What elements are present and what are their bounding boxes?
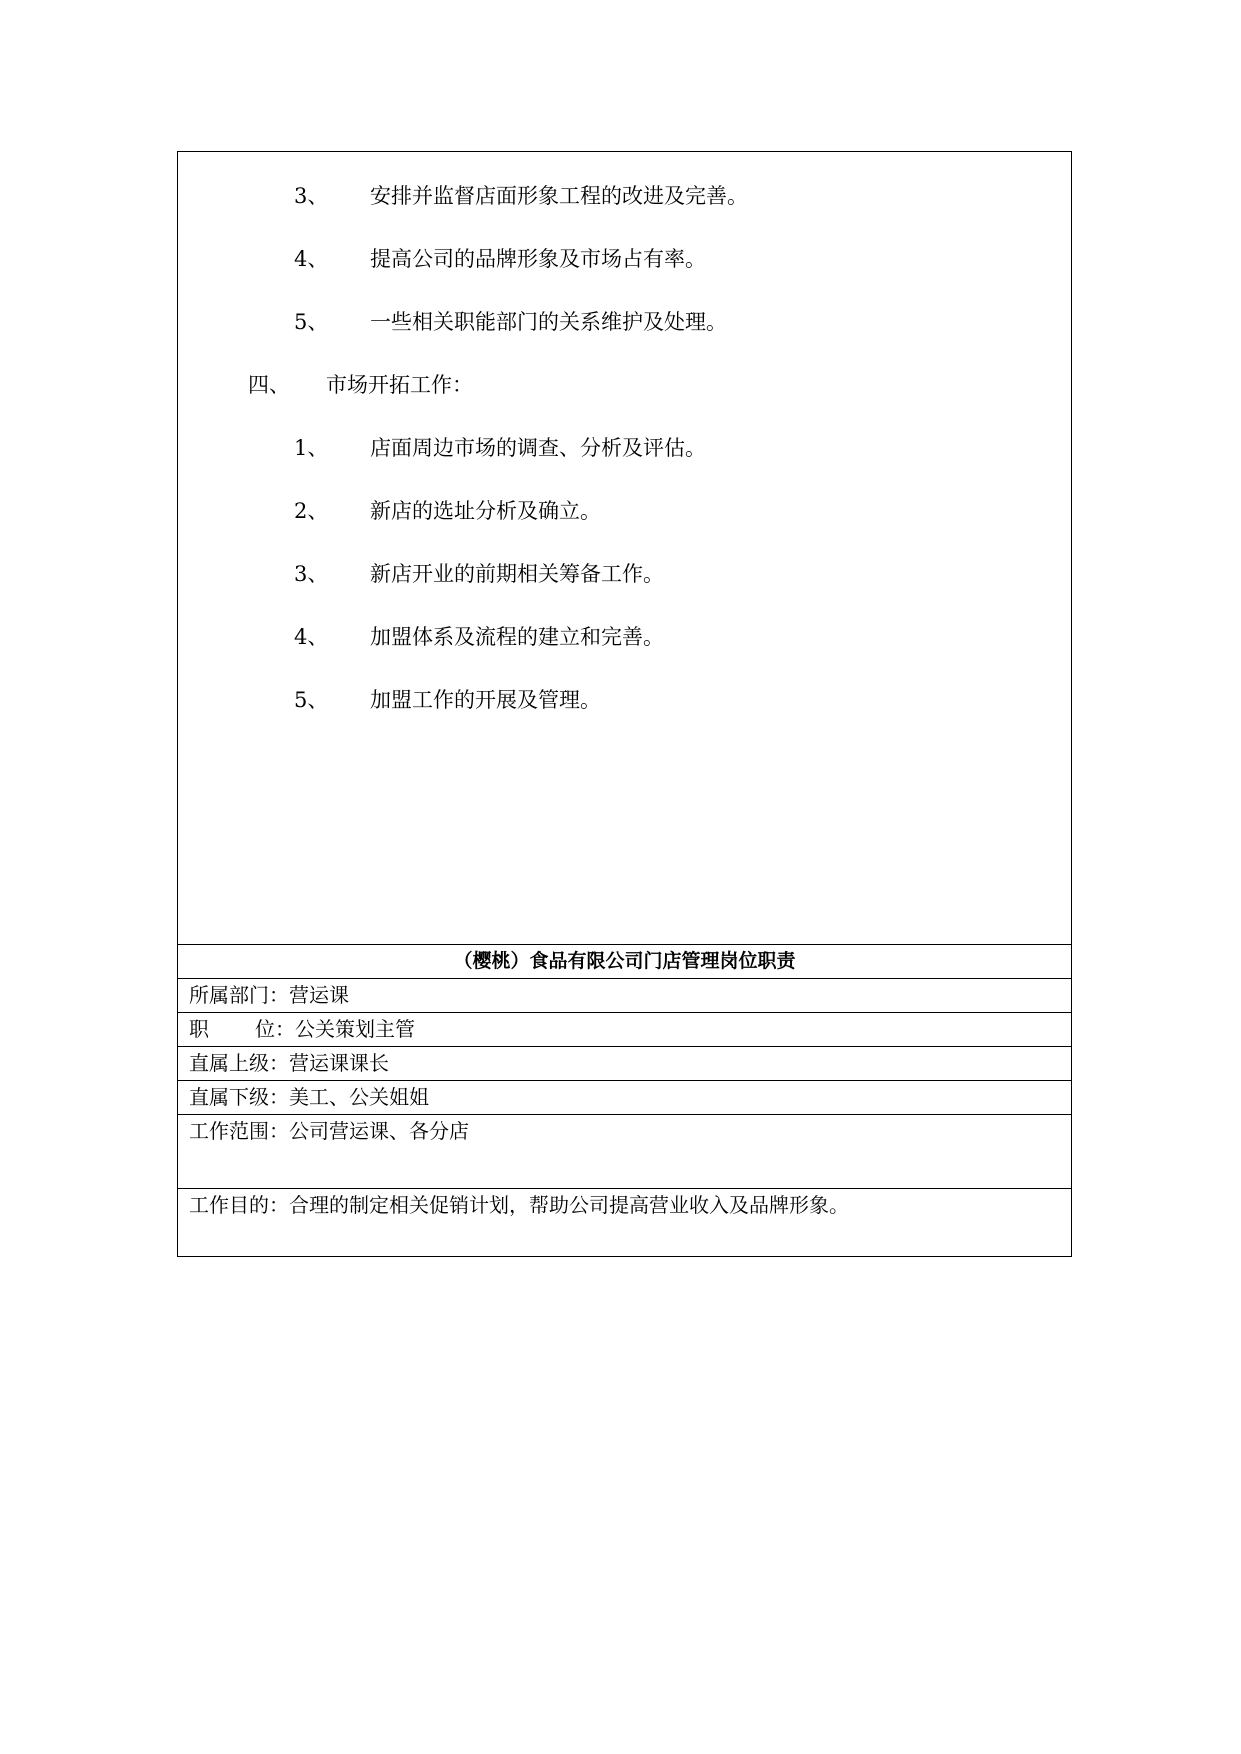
position-value: 位：公关策划主管 (255, 1017, 415, 1041)
list-item-text: 新店开业的前期相关筹备工作。 (370, 562, 664, 586)
position-label-char: 职 (189, 1017, 209, 1041)
list-item-number: 3、 (294, 184, 329, 208)
list-item-number: 5、 (294, 310, 329, 334)
position-row (178, 1013, 1071, 1047)
department-row: 所属部门：营运课 (178, 979, 1071, 1013)
list-item-text: 安排并监督店面形象工程的改进及完善。 (370, 184, 748, 208)
list-item-text: 加盟体系及流程的建立和完善。 (370, 625, 664, 649)
scope-row: 工作范围：公司营运课、各分店 (178, 1115, 1071, 1189)
duties-content-cell (178, 152, 1071, 945)
section-heading-text: 市场开拓工作： (326, 373, 473, 397)
list-item-number: 2、 (294, 499, 329, 523)
list-item-text: 新店的选址分析及确立。 (370, 499, 601, 523)
list-item-text: 店面周边市场的调查、分析及评估。 (370, 436, 706, 460)
list-item-text: 加盟工作的开展及管理。 (370, 688, 601, 712)
section-number: 四、 (248, 373, 290, 397)
subordinate-row: 直属下级：美工、公关姐姐 (178, 1081, 1071, 1115)
list-item-text: 一些相关职能部门的关系维护及处理。 (370, 310, 727, 334)
list-item-number: 3、 (294, 562, 329, 586)
purpose-row: 工作目的：合理的制定相关促销计划，帮助公司提高营业收入及品牌形象。 (189, 1193, 849, 1217)
list-item-number: 1、 (294, 436, 329, 460)
job-description-table (177, 151, 1072, 1257)
superior-row: 直属上级：营运课课长 (178, 1047, 1071, 1081)
list-item-text: 提高公司的品牌形象及市场占有率。 (370, 247, 706, 271)
list-item-number: 5、 (294, 688, 329, 712)
list-item-number: 4、 (294, 247, 329, 271)
job-title-row: （樱桃）食品有限公司门店管理岗位职责 (178, 945, 1071, 979)
list-item-number: 4、 (294, 625, 329, 649)
